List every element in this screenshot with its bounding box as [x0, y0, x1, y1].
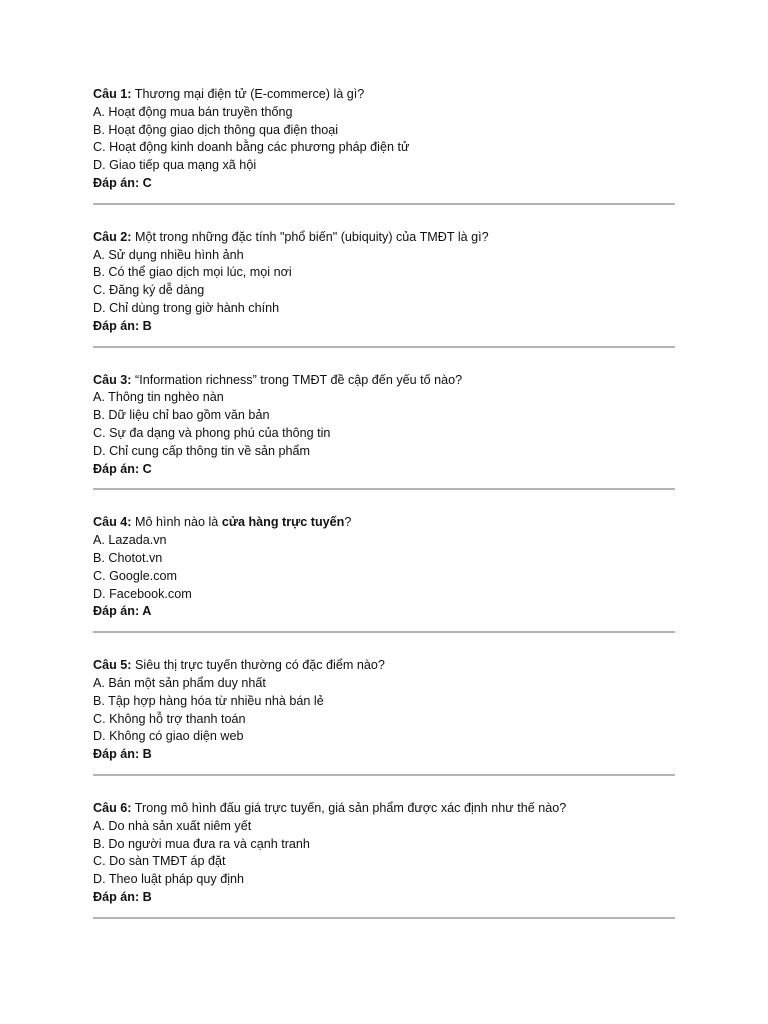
question-4-text-after: ? [344, 515, 352, 530]
question-1-text: Thương mại điện tử (E-commerce) là gì? [131, 87, 365, 101]
question-5-option-a: A. Bán một sản phẩm duy nhất [93, 675, 266, 690]
question-3-label: Câu 3: [93, 372, 132, 387]
quiz-document [93, 86, 675, 943]
question-4-text-before: Mô hình nào là [131, 515, 222, 530]
question-4-option-b: B. Chotot.vn [93, 550, 163, 565]
question-4-text-emphasis: cửa hàng trực tuyến [221, 515, 345, 530]
question-5-option-d: D. Không có giao diện web [93, 729, 244, 744]
question-1 [93, 86, 675, 193]
divider [93, 774, 675, 776]
question-3-option-c: C. Sự đa dạng và phong phú của thông tin [93, 425, 331, 440]
question-6-option-a: A. Do nhà sản xuất niêm yết [93, 818, 252, 833]
question-2-prompt [93, 229, 675, 247]
divider [93, 203, 675, 205]
question-3-text: “Information richness” trong TMĐT đề cập đến yếu tố nào? [131, 372, 463, 387]
question-6-option-d: D. Theo luật pháp quy định [93, 872, 245, 887]
question-2 [93, 229, 675, 336]
question-2-label: Câu 2: [93, 229, 132, 244]
question-5-option-c: C. Không hỗ trợ thanh toán [93, 711, 246, 726]
question-1-option-b: B. Hoạt động giao dịch thông qua điện thoại [93, 122, 339, 137]
question-6-option-c: C. Do sàn TMĐT áp đặt [93, 854, 226, 869]
question-5-text: Siêu thị trực tuyến thường có đặc điểm nào? [131, 658, 385, 673]
question-6-answer: Đáp án: B [93, 889, 152, 904]
question-4-answer: Đáp án: A [93, 604, 152, 619]
question-3-prompt [93, 372, 675, 390]
question-5-label: Câu 5: [93, 658, 132, 673]
divider [93, 917, 675, 919]
question-3-option-a: A. Thông tin nghèo nàn [93, 390, 224, 405]
divider [93, 346, 675, 348]
question-1-option-a: A. Hoạt động mua bán truyền thống [93, 104, 293, 119]
question-5 [93, 657, 675, 764]
question-1-label: Câu 1: [93, 87, 132, 101]
divider [93, 631, 675, 633]
question-3-option-b: B. Dữ liệu chỉ bao gồm văn bản [93, 408, 270, 423]
question-4-prompt [93, 514, 675, 532]
question-2-option-c: C. Đăng ký dễ dàng [93, 283, 205, 298]
question-1-prompt [93, 86, 675, 104]
question-1-answer: Đáp án: C [93, 175, 152, 190]
question-2-option-b: B. Có thể giao dịch mọi lúc, mọi nơi [93, 265, 292, 280]
question-2-option-a: A. Sử dụng nhiều hình ảnh [93, 247, 244, 262]
question-2-text: Một trong những đặc tính "phổ biến" (ubiquity) của TMĐT là gì? [131, 229, 489, 244]
divider [93, 488, 675, 490]
question-3-answer: Đáp án: C [93, 461, 152, 476]
question-3 [93, 372, 675, 479]
question-5-prompt [93, 657, 675, 675]
question-4-option-c: C. Google.com [93, 568, 177, 583]
question-4-label: Câu 4: [93, 515, 132, 530]
question-6-prompt [93, 800, 675, 818]
question-1-option-c: C. Hoạt động kinh doanh bằng các phương pháp điện tử [93, 140, 410, 155]
question-3-option-d: D. Chỉ cung cấp thông tin về sản phẩm [93, 443, 311, 458]
question-6-label: Câu 6: [93, 800, 132, 815]
question-4-option-d: D. Facebook.com [93, 586, 192, 601]
question-6-option-b: B. Do người mua đưa ra và cạnh tranh [93, 836, 310, 851]
question-1-option-d: D. Giao tiếp qua mạng xã hội [93, 158, 257, 173]
question-2-answer: Đáp án: B [93, 318, 152, 333]
question-6 [93, 800, 675, 907]
question-4 [93, 514, 675, 621]
question-6-text: Trong mô hình đấu giá trực tuyến, giá sản phẩm được xác định như thế nào? [131, 800, 567, 815]
question-2-option-d: D. Chỉ dùng trong giờ hành chính [93, 300, 280, 315]
question-5-answer: Đáp án: B [93, 747, 152, 762]
question-4-option-a: A. Lazada.vn [93, 533, 167, 548]
question-5-option-b: B. Tập hợp hàng hóa từ nhiều nhà bán lẻ [93, 693, 324, 708]
